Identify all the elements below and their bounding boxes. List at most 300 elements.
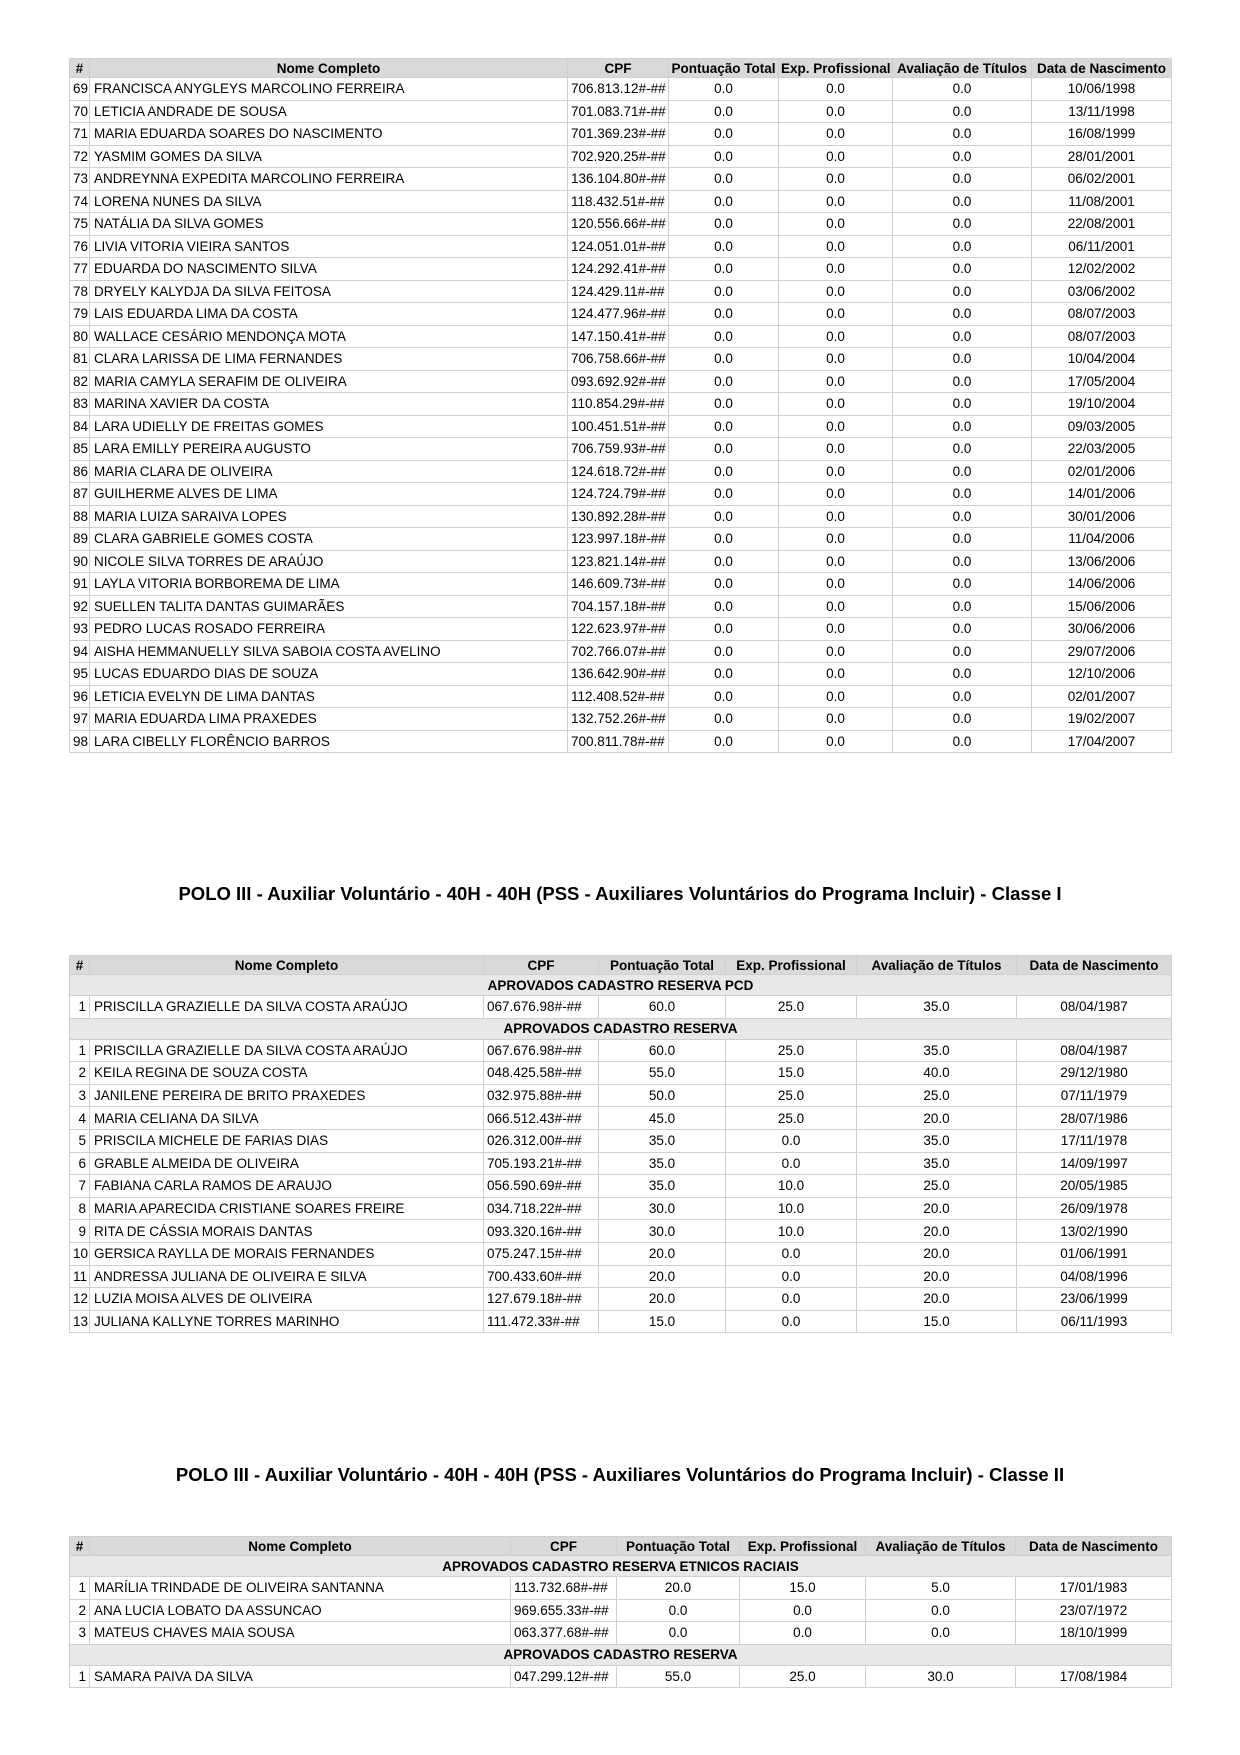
birthdate-cell: 17/08/1984: [1016, 1665, 1172, 1688]
birthdate-cell: 01/06/1991: [1017, 1242, 1172, 1265]
table-row: [70, 1084, 1172, 1107]
cpf-cell: 110.854.29#-##: [568, 393, 669, 416]
col-name-header: Nome Completo: [90, 956, 484, 975]
cpf-cell: 066.512.43#-##: [484, 1107, 599, 1130]
birthdate-cell: 14/01/2006: [1032, 483, 1172, 506]
titles-cell: 0.0: [893, 708, 1032, 731]
group-label: APROVADOS CADASTRO RESERVA: [70, 1018, 1172, 1039]
total-score-cell: 0.0: [669, 370, 779, 393]
ranking-table-continued: [69, 58, 1172, 753]
experience-cell: 0.0: [779, 280, 893, 303]
titles-cell: 0.0: [893, 505, 1032, 528]
table-row: [70, 1129, 1172, 1152]
experience-cell: 25.0: [740, 1665, 866, 1688]
cpf-cell: 113.732.68#-##: [511, 1577, 617, 1600]
rank-cell: 76: [70, 235, 90, 258]
ranking-table-classe-ii: [69, 1536, 1172, 1688]
rank-cell: 70: [70, 100, 90, 123]
birthdate-cell: 13/06/2006: [1032, 550, 1172, 573]
cpf-cell: 093.320.16#-##: [484, 1220, 599, 1243]
experience-cell: 0.0: [779, 483, 893, 506]
cpf-cell: 056.590.69#-##: [484, 1175, 599, 1198]
cpf-cell: 067.676.98#-##: [484, 1039, 599, 1062]
rank-cell: 13: [70, 1310, 90, 1333]
experience-cell: 10.0: [726, 1197, 857, 1220]
cpf-cell: 124.477.96#-##: [568, 303, 669, 326]
total-score-cell: 0.0: [669, 730, 779, 753]
experience-cell: 0.0: [779, 550, 893, 573]
experience-cell: 15.0: [726, 1062, 857, 1085]
col-name-header: Nome Completo: [90, 59, 568, 78]
name-cell: PRISCILA MICHELE DE FARIAS DIAS: [90, 1129, 484, 1152]
name-cell: WALLACE CESÁRIO MENDONÇA MOTA: [90, 325, 568, 348]
table-row: [70, 1242, 1172, 1265]
total-score-cell: 20.0: [599, 1265, 726, 1288]
birthdate-cell: 07/11/1979: [1017, 1084, 1172, 1107]
name-cell: LARA CIBELLY FLORÊNCIO BARROS: [90, 730, 568, 753]
titles-cell: 0.0: [893, 663, 1032, 686]
birthdate-cell: 06/02/2001: [1032, 168, 1172, 191]
titles-cell: 0.0: [893, 573, 1032, 596]
group-header-row: [70, 1644, 1172, 1665]
experience-cell: 0.0: [779, 325, 893, 348]
birthdate-cell: 06/11/1993: [1017, 1310, 1172, 1333]
cpf-cell: 123.997.18#-##: [568, 528, 669, 551]
name-cell: LETICIA ANDRADE DE SOUSA: [90, 100, 568, 123]
total-score-cell: 30.0: [599, 1220, 726, 1243]
experience-cell: 0.0: [779, 100, 893, 123]
birthdate-cell: 06/11/2001: [1032, 235, 1172, 258]
table-row: [70, 190, 1172, 213]
titles-cell: 20.0: [857, 1288, 1017, 1311]
rank-cell: 94: [70, 640, 90, 663]
experience-cell: 0.0: [779, 393, 893, 416]
rank-cell: 1: [70, 1577, 90, 1600]
birthdate-cell: 23/07/1972: [1016, 1599, 1172, 1622]
cpf-cell: 067.676.98#-##: [484, 996, 599, 1019]
birthdate-cell: 02/01/2006: [1032, 460, 1172, 483]
birthdate-cell: 17/01/1983: [1016, 1577, 1172, 1600]
table-row: [70, 595, 1172, 618]
titles-cell: 0.0: [893, 730, 1032, 753]
titles-cell: 0.0: [893, 415, 1032, 438]
experience-cell: 0.0: [779, 685, 893, 708]
cpf-cell: 120.556.66#-##: [568, 213, 669, 236]
birthdate-cell: 23/06/1999: [1017, 1288, 1172, 1311]
rank-cell: 91: [70, 573, 90, 596]
name-cell: JANILENE PEREIRA DE BRITO PRAXEDES: [90, 1084, 484, 1107]
col-titles-header: Avaliação de Títulos: [893, 59, 1032, 78]
experience-cell: 15.0: [740, 1577, 866, 1600]
name-cell: MARIA EDUARDA LIMA PRAXEDES: [90, 708, 568, 731]
cpf-cell: 706.759.93#-##: [568, 438, 669, 461]
total-score-cell: 20.0: [599, 1288, 726, 1311]
experience-cell: 0.0: [779, 438, 893, 461]
total-score-cell: 0.0: [669, 393, 779, 416]
total-score-cell: 0.0: [669, 325, 779, 348]
cpf-cell: 701.369.23#-##: [568, 123, 669, 146]
table-row: [70, 640, 1172, 663]
name-cell: LARA EMILLY PEREIRA AUGUSTO: [90, 438, 568, 461]
cpf-cell: 130.892.28#-##: [568, 505, 669, 528]
total-score-cell: 0.0: [669, 235, 779, 258]
name-cell: MARINA XAVIER DA COSTA: [90, 393, 568, 416]
cpf-cell: 702.920.25#-##: [568, 145, 669, 168]
experience-cell: 10.0: [726, 1220, 857, 1243]
experience-cell: 0.0: [779, 168, 893, 191]
titles-cell: 0.0: [893, 190, 1032, 213]
experience-cell: 0.0: [779, 370, 893, 393]
table-row: [70, 1152, 1172, 1175]
rank-cell: 9: [70, 1220, 90, 1243]
name-cell: LUCAS EDUARDO DIAS DE SOUZA: [90, 663, 568, 686]
rank-cell: 86: [70, 460, 90, 483]
titles-cell: 35.0: [857, 1039, 1017, 1062]
rank-cell: 12: [70, 1288, 90, 1311]
titles-cell: 0.0: [893, 595, 1032, 618]
experience-cell: 0.0: [779, 640, 893, 663]
rank-cell: 3: [70, 1622, 90, 1645]
experience-cell: 0.0: [726, 1310, 857, 1333]
titles-cell: 25.0: [857, 1084, 1017, 1107]
table-row: [70, 78, 1172, 101]
total-score-cell: 0.0: [669, 123, 779, 146]
group-label: APROVADOS CADASTRO RESERVA PCD: [70, 975, 1172, 996]
name-cell: FABIANA CARLA RAMOS DE ARAUJO: [90, 1175, 484, 1198]
experience-cell: 0.0: [740, 1622, 866, 1645]
birthdate-cell: 08/04/1987: [1017, 1039, 1172, 1062]
birthdate-cell: 10/06/1998: [1032, 78, 1172, 101]
table-row: [70, 663, 1172, 686]
name-cell: DRYELY KALYDJA DA SILVA FEITOSA: [90, 280, 568, 303]
titles-cell: 20.0: [857, 1265, 1017, 1288]
titles-cell: 0.0: [893, 213, 1032, 236]
total-score-cell: 50.0: [599, 1084, 726, 1107]
table-row: [70, 550, 1172, 573]
total-score-cell: 60.0: [599, 1039, 726, 1062]
birthdate-cell: 17/11/1978: [1017, 1129, 1172, 1152]
titles-cell: 0.0: [893, 258, 1032, 281]
total-score-cell: 0.0: [669, 640, 779, 663]
birthdate-cell: 16/08/1999: [1032, 123, 1172, 146]
name-cell: CLARA LARISSA DE LIMA FERNANDES: [90, 348, 568, 371]
cpf-cell: 100.451.51#-##: [568, 415, 669, 438]
table-row: [70, 123, 1172, 146]
total-score-cell: 20.0: [599, 1242, 726, 1265]
experience-cell: 10.0: [726, 1175, 857, 1198]
table-row: [70, 168, 1172, 191]
experience-cell: 0.0: [779, 78, 893, 101]
experience-cell: 0.0: [779, 213, 893, 236]
table-row: [70, 1577, 1172, 1600]
cpf-cell: 146.609.73#-##: [568, 573, 669, 596]
rank-cell: 93: [70, 618, 90, 641]
experience-cell: 0.0: [779, 663, 893, 686]
birthdate-cell: 14/09/1997: [1017, 1152, 1172, 1175]
name-cell: LAYLA VITORIA BORBOREMA DE LIMA: [90, 573, 568, 596]
titles-cell: 0.0: [893, 438, 1032, 461]
col-birthdate-header: Data de Nascimento: [1032, 59, 1172, 78]
rank-cell: 82: [70, 370, 90, 393]
total-score-cell: 0.0: [669, 438, 779, 461]
table-header-row: [70, 59, 1172, 78]
name-cell: LUZIA MOISA ALVES DE OLIVEIRA: [90, 1288, 484, 1311]
titles-cell: 0.0: [893, 145, 1032, 168]
col-birthdate-header: Data de Nascimento: [1016, 1537, 1172, 1556]
rank-cell: 80: [70, 325, 90, 348]
total-score-cell: 0.0: [669, 663, 779, 686]
table-row: [70, 1062, 1172, 1085]
table-row: [70, 618, 1172, 641]
total-score-cell: 60.0: [599, 996, 726, 1019]
name-cell: RITA DE CÁSSIA MORAIS DANTAS: [90, 1220, 484, 1243]
total-score-cell: 0.0: [669, 618, 779, 641]
rank-cell: 81: [70, 348, 90, 371]
titles-cell: 20.0: [857, 1197, 1017, 1220]
rank-cell: 2: [70, 1062, 90, 1085]
total-score-cell: 0.0: [669, 528, 779, 551]
table-row: [70, 505, 1172, 528]
birthdate-cell: 29/12/1980: [1017, 1062, 1172, 1085]
titles-cell: 0.0: [893, 528, 1032, 551]
table-row: [70, 235, 1172, 258]
birthdate-cell: 13/02/1990: [1017, 1220, 1172, 1243]
rank-cell: 92: [70, 595, 90, 618]
experience-cell: 0.0: [779, 573, 893, 596]
titles-cell: 0.0: [866, 1599, 1016, 1622]
experience-cell: 0.0: [779, 595, 893, 618]
table-row: [70, 280, 1172, 303]
cpf-cell: 111.472.33#-##: [484, 1310, 599, 1333]
name-cell: SAMARA PAIVA DA SILVA: [90, 1665, 511, 1688]
total-score-cell: 0.0: [669, 303, 779, 326]
table-row: [70, 1107, 1172, 1130]
experience-cell: 25.0: [726, 1107, 857, 1130]
table-row: [70, 370, 1172, 393]
experience-cell: 0.0: [779, 123, 893, 146]
name-cell: GRABLE ALMEIDA DE OLIVEIRA: [90, 1152, 484, 1175]
titles-cell: 30.0: [866, 1665, 1016, 1688]
titles-cell: 15.0: [857, 1310, 1017, 1333]
titles-cell: 0.0: [893, 640, 1032, 663]
cpf-cell: 705.193.21#-##: [484, 1152, 599, 1175]
table-row: [70, 685, 1172, 708]
total-score-cell: 20.0: [617, 1577, 740, 1600]
total-score-cell: 0.0: [669, 708, 779, 731]
table-row: [70, 438, 1172, 461]
cpf-cell: 124.051.01#-##: [568, 235, 669, 258]
cpf-cell: 700.433.60#-##: [484, 1265, 599, 1288]
table-row: [70, 1265, 1172, 1288]
ranking-table-classe-i: [69, 955, 1172, 1333]
experience-cell: 0.0: [740, 1599, 866, 1622]
name-cell: CLARA GABRIELE GOMES COSTA: [90, 528, 568, 551]
rank-cell: 4: [70, 1107, 90, 1130]
col-birthdate-header: Data de Nascimento: [1017, 956, 1172, 975]
titles-cell: 25.0: [857, 1175, 1017, 1198]
experience-cell: 0.0: [779, 618, 893, 641]
name-cell: MARIA LUIZA SARAIVA LOPES: [90, 505, 568, 528]
group-header-row: [70, 1018, 1172, 1039]
experience-cell: 25.0: [726, 1039, 857, 1062]
total-score-cell: 45.0: [599, 1107, 726, 1130]
table-row: [70, 1288, 1172, 1311]
experience-cell: 0.0: [726, 1152, 857, 1175]
total-score-cell: 0.0: [669, 78, 779, 101]
birthdate-cell: 19/10/2004: [1032, 393, 1172, 416]
birthdate-cell: 12/02/2002: [1032, 258, 1172, 281]
experience-cell: 0.0: [779, 258, 893, 281]
rank-cell: 8: [70, 1197, 90, 1220]
birthdate-cell: 18/10/1999: [1016, 1622, 1172, 1645]
titles-cell: 0.0: [893, 348, 1032, 371]
total-score-cell: 0.0: [669, 100, 779, 123]
table-row: [70, 145, 1172, 168]
titles-cell: 0.0: [893, 123, 1032, 146]
cpf-cell: 047.299.12#-##: [511, 1665, 617, 1688]
total-score-cell: 0.0: [669, 145, 779, 168]
cpf-cell: 124.618.72#-##: [568, 460, 669, 483]
titles-cell: 0.0: [893, 100, 1032, 123]
cpf-cell: 034.718.22#-##: [484, 1197, 599, 1220]
table-row: [70, 1039, 1172, 1062]
group-header-row: [70, 975, 1172, 996]
titles-cell: 0.0: [893, 370, 1032, 393]
name-cell: FRANCISCA ANYGLEYS MARCOLINO FERREIRA: [90, 78, 568, 101]
birthdate-cell: 20/05/1985: [1017, 1175, 1172, 1198]
titles-cell: 0.0: [893, 280, 1032, 303]
table-row: [70, 1310, 1172, 1333]
name-cell: NICOLE SILVA TORRES DE ARAÚJO: [90, 550, 568, 573]
col-name-header: Nome Completo: [90, 1537, 511, 1556]
cpf-cell: 700.811.78#-##: [568, 730, 669, 753]
experience-cell: 0.0: [779, 505, 893, 528]
birthdate-cell: 11/04/2006: [1032, 528, 1172, 551]
birthdate-cell: 08/07/2003: [1032, 325, 1172, 348]
rank-cell: 73: [70, 168, 90, 191]
name-cell: MARIA CLARA DE OLIVEIRA: [90, 460, 568, 483]
birthdate-cell: 04/08/1996: [1017, 1265, 1172, 1288]
name-cell: MARIA CAMYLA SERAFIM DE OLIVEIRA: [90, 370, 568, 393]
cpf-cell: 093.692.92#-##: [568, 370, 669, 393]
table-row: [70, 708, 1172, 731]
rank-cell: 1: [70, 996, 90, 1019]
col-experience-header: Exp. Profissional: [726, 956, 857, 975]
total-score-cell: 0.0: [669, 280, 779, 303]
name-cell: KEILA REGINA DE SOUZA COSTA: [90, 1062, 484, 1085]
table-row: [70, 996, 1172, 1019]
experience-cell: 0.0: [779, 415, 893, 438]
rank-cell: 78: [70, 280, 90, 303]
birthdate-cell: 17/04/2007: [1032, 730, 1172, 753]
name-cell: ANA LUCIA LOBATO DA ASSUNCAO: [90, 1599, 511, 1622]
experience-cell: 0.0: [726, 1265, 857, 1288]
cpf-cell: 136.104.80#-##: [568, 168, 669, 191]
rank-cell: 77: [70, 258, 90, 281]
name-cell: JULIANA KALLYNE TORRES MARINHO: [90, 1310, 484, 1333]
experience-cell: 0.0: [779, 190, 893, 213]
name-cell: LETICIA EVELYN DE LIMA DANTAS: [90, 685, 568, 708]
total-score-cell: 0.0: [669, 550, 779, 573]
titles-cell: 0.0: [893, 550, 1032, 573]
experience-cell: 0.0: [779, 528, 893, 551]
rank-cell: 96: [70, 685, 90, 708]
rank-cell: 84: [70, 415, 90, 438]
total-score-cell: 0.0: [669, 213, 779, 236]
rank-cell: 89: [70, 528, 90, 551]
col-experience-header: Exp. Profissional: [779, 59, 893, 78]
birthdate-cell: 11/08/2001: [1032, 190, 1172, 213]
name-cell: NATÁLIA DA SILVA GOMES: [90, 213, 568, 236]
experience-cell: 25.0: [726, 1084, 857, 1107]
rank-cell: 6: [70, 1152, 90, 1175]
titles-cell: 0.0: [893, 168, 1032, 191]
total-score-cell: 0.0: [669, 258, 779, 281]
experience-cell: 25.0: [726, 996, 857, 1019]
cpf-cell: 124.292.41#-##: [568, 258, 669, 281]
titles-cell: 20.0: [857, 1107, 1017, 1130]
rank-cell: 10: [70, 1242, 90, 1265]
birthdate-cell: 28/01/2001: [1032, 145, 1172, 168]
name-cell: MARIA EDUARDA SOARES DO NASCIMENTO: [90, 123, 568, 146]
birthdate-cell: 02/01/2007: [1032, 685, 1172, 708]
cpf-cell: 702.766.07#-##: [568, 640, 669, 663]
birthdate-cell: 08/07/2003: [1032, 303, 1172, 326]
total-score-cell: 0.0: [617, 1622, 740, 1645]
col-experience-header: Exp. Profissional: [740, 1537, 866, 1556]
titles-cell: 35.0: [857, 996, 1017, 1019]
section-title-classe-i: POLO III - Auxiliar Voluntário - 40H - 40H (PSS - Auxiliares Voluntários do Programa Incluir) - Classe I: [178, 883, 1062, 904]
cpf-cell: 048.425.58#-##: [484, 1062, 599, 1085]
col-total-score-header: Pontuação Total: [599, 956, 726, 975]
birthdate-cell: 28/07/1986: [1017, 1107, 1172, 1130]
rank-cell: 85: [70, 438, 90, 461]
cpf-cell: 132.752.26#-##: [568, 708, 669, 731]
table-row: [70, 348, 1172, 371]
cpf-cell: 127.679.18#-##: [484, 1288, 599, 1311]
birthdate-cell: 29/07/2006: [1032, 640, 1172, 663]
birthdate-cell: 14/06/2006: [1032, 573, 1172, 596]
experience-cell: 0.0: [726, 1242, 857, 1265]
name-cell: LAIS EDUARDA LIMA DA COSTA: [90, 303, 568, 326]
titles-cell: 0.0: [893, 618, 1032, 641]
titles-cell: 0.0: [893, 483, 1032, 506]
rank-cell: 11: [70, 1265, 90, 1288]
col-titles-header: Avaliação de Títulos: [857, 956, 1017, 975]
total-score-cell: 55.0: [599, 1062, 726, 1085]
experience-cell: 0.0: [779, 235, 893, 258]
rank-cell: 79: [70, 303, 90, 326]
cpf-cell: 026.312.00#-##: [484, 1129, 599, 1152]
table-header-row: [70, 956, 1172, 975]
table-row: [70, 730, 1172, 753]
experience-cell: 0.0: [779, 708, 893, 731]
rank-cell: 3: [70, 1084, 90, 1107]
total-score-cell: 0.0: [669, 573, 779, 596]
birthdate-cell: 17/05/2004: [1032, 370, 1172, 393]
table-row: [70, 1175, 1172, 1198]
titles-cell: 0.0: [893, 393, 1032, 416]
total-score-cell: 30.0: [599, 1197, 726, 1220]
titles-cell: 0.0: [893, 78, 1032, 101]
rank-cell: 5: [70, 1129, 90, 1152]
name-cell: ANDRESSA JULIANA DE OLIVEIRA E SILVA: [90, 1265, 484, 1288]
titles-cell: 0.0: [893, 325, 1032, 348]
section-title-classe-ii: POLO III - Auxiliar Voluntário - 40H - 40H (PSS - Auxiliares Voluntários do Programa Incluir) - Classe II: [175, 1464, 1065, 1485]
table-row: [70, 1622, 1172, 1645]
birthdate-cell: 30/01/2006: [1032, 505, 1172, 528]
birthdate-cell: 15/06/2006: [1032, 595, 1172, 618]
